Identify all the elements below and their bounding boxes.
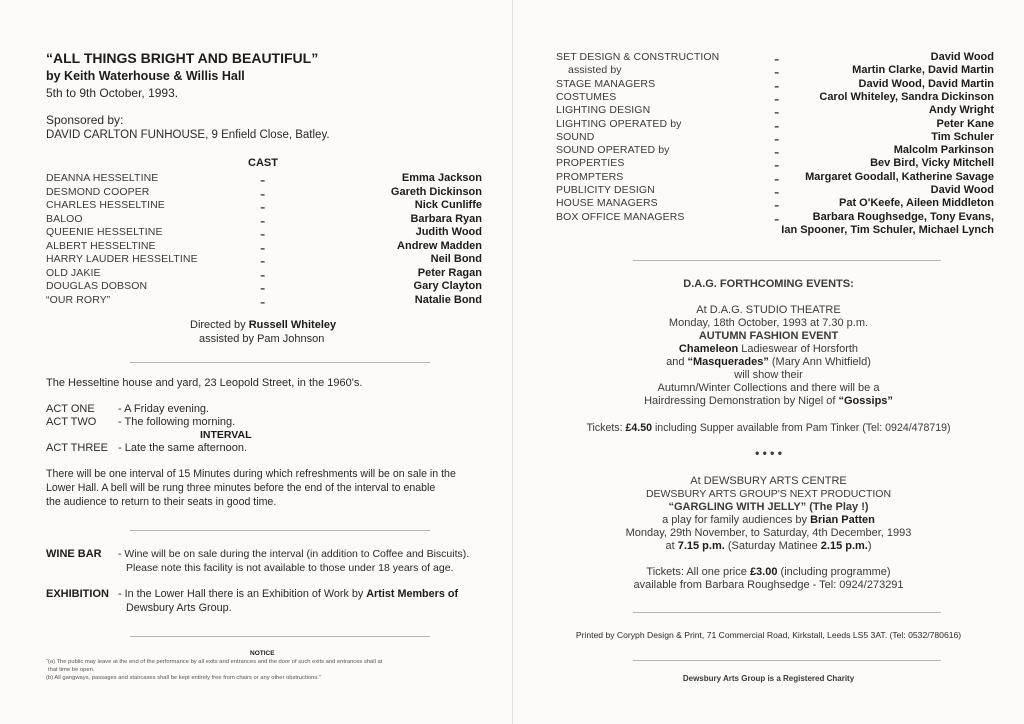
crew-row	[556, 130, 994, 148]
crew-row	[556, 224, 994, 238]
crew-row	[556, 157, 994, 175]
divider	[130, 636, 430, 637]
cast-row	[46, 266, 482, 284]
wine-bar-label: WINE BAR	[46, 548, 102, 560]
crew-name: Margaret Goodall, Katherine Savage	[805, 170, 994, 183]
act-three-label: ACT THREE	[46, 442, 108, 454]
crew-role: LIGHTING DESIGN	[556, 104, 651, 117]
crew-row	[556, 90, 994, 108]
cast-dash: -	[260, 266, 266, 284]
cast-role: CHARLES HESSELTINE	[46, 199, 165, 211]
cast-role: BALOO	[46, 212, 83, 225]
crew-row	[556, 64, 994, 82]
sponsor-name: DAVID CARLTON FUNHOUSE, 9 Enfield Close, Batley.	[46, 129, 330, 141]
notice-heading: NOTICE	[250, 650, 275, 657]
cast-role: QUEENIE HESSELTINE	[46, 226, 163, 238]
cast-dash: -	[260, 212, 266, 230]
crew-name: Malcolm Parkinson	[893, 144, 994, 157]
divider	[130, 362, 430, 363]
setting: The Hesseltine house and yard, 23 Leopold Street, in the 1960's.	[46, 377, 363, 389]
crew-role: PROMPTERS	[556, 170, 624, 183]
crew-dash: -	[774, 157, 780, 175]
divider	[633, 260, 941, 261]
crew-role: SOUND OPERATED by	[556, 144, 670, 157]
cast-actor: Judith Wood	[415, 226, 482, 238]
charity-note: Dewsbury Arts Group is a Registered Charity	[682, 674, 855, 683]
crew-name: Andy Wright	[928, 104, 994, 117]
crew-role: LIGHTING OPERATED by	[556, 117, 682, 130]
crew-list	[556, 51, 994, 241]
event1-line: Chameleon Ladieswear of Horsforth	[678, 343, 859, 355]
wine-bar-text: - Wine will be on sale during the interval (in addition to Coffee and Biscuits).	[118, 548, 470, 560]
event2-line: Monday, 29th November, to Saturday, 4th December, 1993	[625, 527, 912, 539]
programme-right-page	[512, 0, 1024, 724]
notice-text: “(a) The public may leave at the end of the performance by all exits and entrances and the door of such exits and entrances shall at	[46, 659, 383, 665]
crew-dash: -	[774, 210, 780, 228]
crew-dash: -	[774, 77, 780, 95]
sponsored-label: Sponsored by:	[46, 113, 124, 127]
cast-row	[46, 212, 482, 230]
act-one-label: ACT ONE	[46, 403, 95, 415]
act-three-desc: - Late the same afternoon.	[118, 442, 248, 454]
crew-dash: -	[774, 104, 780, 122]
cast-list	[46, 172, 482, 312]
crew-row	[556, 77, 994, 95]
crew-role: BOX OFFICE MANAGERS	[556, 210, 685, 223]
interval-note-line: the audience to return to their seats in good time.	[46, 496, 277, 508]
event2-tickets: Tickets: All one price £3.00 (including programme)	[646, 566, 891, 578]
cast-dash: -	[260, 280, 266, 297]
crew-role: COSTUMES	[556, 90, 617, 103]
cast-role: DESMOND COOPER	[46, 185, 150, 198]
crew-dash: -	[774, 197, 780, 215]
cast-row	[46, 226, 482, 243]
crew-role: PROPERTIES	[556, 157, 625, 170]
event2-subtitle: DEWSBURY ARTS GROUP'S NEXT PRODUCTION	[645, 488, 892, 500]
exhibition-label: EXHIBITION	[46, 588, 109, 600]
play-dates: 5th to 9th October, 1993.	[46, 86, 179, 100]
event1-line: and “Masquerades” (Mary Ann Whitfield)	[666, 356, 871, 368]
event1-title: AUTUMN FASHION EVENT	[698, 330, 839, 342]
crew-dash: -	[774, 64, 780, 82]
crew-name: Tim Schuler	[931, 130, 994, 143]
event1-line: will show their	[734, 369, 803, 381]
cast-row	[46, 185, 482, 203]
act-one-desc: - A Friday evening.	[118, 403, 210, 415]
event1-line: Autumn/Winter Collections and there will be a	[657, 382, 880, 394]
cast-dash: -	[260, 253, 266, 270]
play-title: “ALL THINGS BRIGHT AND BEAUTIFUL”	[46, 50, 319, 66]
notice-text: that time be open.	[48, 667, 95, 673]
crew-role: SOUND	[556, 130, 595, 143]
cast-row	[46, 280, 482, 297]
act-two-desc: - The following morning.	[118, 416, 236, 428]
directed-by: Directed by Russell Whiteley	[190, 319, 337, 331]
cast-role: DEANNA HESSELTINE	[46, 172, 159, 184]
event2-line: a play for family audiences by Brian Patten	[662, 514, 875, 526]
event1-line: Hairdressing Demonstration by Nigel of “Gossips”	[644, 395, 893, 407]
crew-name: Carol Whiteley, Sandra Dickinson	[819, 90, 994, 103]
divider	[130, 530, 430, 531]
cast-heading: CAST	[248, 157, 278, 169]
cast-actor: Gareth Dickinson	[390, 185, 482, 198]
assistant-name: Pam Johnson	[257, 333, 325, 345]
crew-dash: -	[774, 90, 780, 108]
cast-role: ALBERT HESSELTINE	[46, 239, 156, 252]
cast-row	[46, 239, 482, 257]
crew-name: David Wood	[930, 51, 994, 63]
crew-row	[556, 117, 994, 135]
director-name: Russell Whiteley	[248, 319, 337, 331]
events-heading: D.A.G. FORTHCOMING EVENTS:	[683, 278, 854, 290]
cast-actor: Natalie Bond	[414, 293, 482, 306]
assisted-by: assisted by Pam Johnson	[199, 333, 325, 345]
event2-venue: At DEWSBURY ARTS CENTRE	[690, 475, 847, 487]
cast-actor: Andrew Madden	[397, 239, 482, 252]
crew-role: assisted by	[568, 64, 622, 77]
cast-dash: -	[260, 293, 266, 311]
crew-dash: -	[774, 130, 780, 148]
event2-line: at 7.15 p.m. (Saturday Matinee 2.15 p.m.)	[665, 540, 872, 552]
crew-row	[556, 104, 994, 122]
cast-dash: -	[260, 239, 266, 257]
wine-bar-text: Please note this facility is not available to those under 18 years of age.	[126, 562, 454, 574]
divider	[633, 612, 941, 613]
cast-role: HARRY LAUDER HESSELTINE	[46, 253, 198, 265]
cast-dash: -	[260, 172, 266, 189]
cast-actor: Neil Bond	[430, 253, 482, 265]
crew-row	[556, 184, 994, 201]
crew-dash: -	[774, 117, 780, 135]
divider	[633, 660, 941, 661]
crew-role: HOUSE MANAGERS	[556, 197, 658, 210]
cast-actor: Emma Jackson	[401, 172, 482, 184]
crew-name: Ian Spooner, Tim Schuler, Michael Lynch	[781, 223, 994, 236]
interval-note-line: Lower Hall. A bell will be rung three minutes before the end of the interval to enable	[46, 482, 436, 494]
exhibition-text: Dewsbury Arts Group.	[126, 602, 232, 614]
crew-row	[556, 51, 994, 68]
event1-date: Monday, 18th October, 1993 at 7.30 p.m.	[668, 317, 869, 329]
crew-row	[556, 144, 994, 162]
cast-dash: -	[260, 199, 266, 216]
bullet-separator: • • • •	[755, 446, 782, 460]
cast-row	[46, 293, 482, 311]
cast-role: DOUGLAS DOBSON	[46, 280, 148, 292]
play-authors: by Keith Waterhouse & Willis Hall	[46, 69, 245, 83]
crew-name: Bev Bird, Vicky Mitchell	[870, 157, 994, 170]
crew-dash: -	[774, 144, 780, 162]
cast-role: OLD JAKIE	[46, 266, 101, 279]
cast-row	[46, 172, 482, 189]
cast-actor: Peter Ragan	[417, 266, 482, 279]
crew-name: Peter Kane	[936, 117, 994, 130]
event1-tickets: Tickets: £4.50 including Supper available from Pam Tinker (Tel: 0924/478719)	[586, 422, 951, 434]
crew-dash: -	[774, 51, 780, 68]
notice-text: (b) All gangways, passages and staircases shall be kept entirely free from chairs or any other obstructions.”	[46, 675, 321, 681]
crew-row	[556, 210, 994, 228]
crew-row	[556, 170, 994, 188]
cast-row	[46, 199, 482, 216]
interval-note-line: There will be one interval of 15 Minutes during which refreshments will be on sale in the	[46, 468, 456, 480]
cast-dash: -	[260, 226, 266, 243]
cast-actor: Gary Clayton	[413, 280, 482, 292]
cast-role: “OUR RORY”	[46, 293, 111, 306]
crew-name: Barbara Roughsedge, Tony Evans,	[812, 210, 994, 223]
crew-name: Martin Clarke, David Martin	[852, 64, 994, 77]
printer-credit: Printed by Coryph Design & Print, 71 Commercial Road, Kirkstall, Leeds LS5 3AT. (Tel: 0532/780616)	[575, 630, 962, 640]
crew-role: SET DESIGN & CONSTRUCTION	[556, 51, 720, 63]
event2-title: “GARGLING WITH JELLY” (The Play !)	[668, 501, 869, 513]
cast-row	[46, 253, 482, 270]
cast-dash: -	[260, 185, 266, 203]
event1-venue: At D.A.G. STUDIO THEATRE	[696, 304, 841, 316]
crew-dash: -	[774, 184, 780, 201]
act-two-label: ACT TWO	[46, 416, 97, 428]
crew-dash: -	[774, 170, 780, 188]
crew-name: Pat O'Keefe, Aileen Middleton	[838, 197, 994, 210]
cast-actor: Nick Cunliffe	[414, 199, 482, 211]
exhibition-text: - In the Lower Hall there is an Exhibition of Work by Artist Members of	[118, 588, 459, 600]
crew-name: David Wood, David Martin	[858, 77, 994, 90]
cast-actor: Barbara Ryan	[410, 212, 482, 225]
crew-role: PUBLICITY DESIGN	[556, 184, 655, 196]
crew-role: STAGE MANAGERS	[556, 77, 656, 90]
interval-label: INTERVAL	[200, 429, 252, 441]
crew-name: David Wood	[930, 184, 994, 196]
crew-row	[556, 197, 994, 215]
event2-availability: available from Barbara Roughsedge - Tel: 0924/273291	[633, 579, 904, 591]
